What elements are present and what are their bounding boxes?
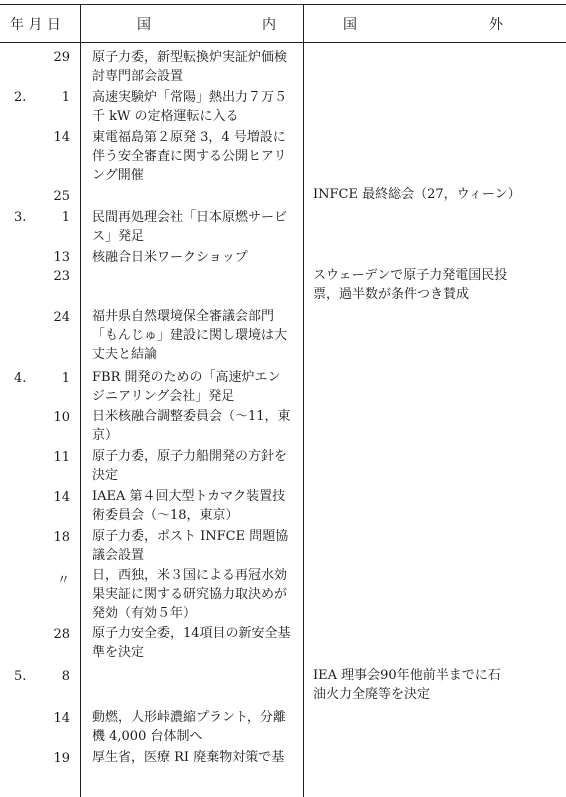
domestic-line: 福井県自然環境保全審議会部門 bbox=[92, 309, 275, 324]
header-foreign-1: 国 bbox=[343, 17, 357, 33]
row-day: 11 bbox=[53, 450, 70, 465]
domestic-line: 原子力委，原子力船開発の方針を bbox=[92, 449, 288, 464]
domestic-line: 原子力委，ポスト INFCE 問題協 bbox=[92, 529, 289, 544]
domestic-line: 準を決定 bbox=[92, 645, 145, 660]
domestic-line: 民間再処理会社「日本原燃サービ bbox=[92, 210, 288, 225]
row-day: 8 bbox=[61, 669, 70, 684]
row-day: 19 bbox=[53, 751, 70, 766]
domestic-line: 決定 bbox=[92, 468, 119, 483]
domestic-line: 千 kW の定格運転に入る bbox=[92, 109, 239, 124]
foreign-line: INFCE 最終総会（27，ウィーン） bbox=[313, 187, 521, 202]
domestic-line: IAEA 第４回大型トカマク装置技 bbox=[92, 489, 286, 504]
row-day: 29 bbox=[53, 50, 70, 65]
domestic-line: 原子力安全委，14項目の新安全基 bbox=[92, 626, 291, 641]
domestic-line: 討専門部会設置 bbox=[92, 69, 184, 84]
row-day: 18 bbox=[53, 530, 70, 545]
domestic-line: 発効（有効５年） bbox=[92, 606, 197, 621]
row-day: 14 bbox=[53, 711, 70, 726]
domestic-line: 「もんじゅ」建設に関し環境は大 bbox=[92, 328, 288, 343]
foreign-line: 油火力全廃等を決定 bbox=[313, 687, 431, 702]
row-day: 25 bbox=[53, 189, 70, 204]
row-day: 28 bbox=[53, 627, 70, 642]
domestic-line: 伴う安全審査に関する公開ヒアリ bbox=[92, 149, 287, 164]
header-domestic-1: 国 bbox=[137, 17, 151, 33]
row-day: 13 bbox=[53, 250, 70, 265]
row-month: 3. bbox=[14, 210, 27, 225]
domestic-line: ング開催 bbox=[92, 168, 144, 183]
header-foreign-2: 外 bbox=[489, 17, 503, 33]
row-day-ditto: 〃 bbox=[56, 573, 70, 588]
domestic-line: ジニアリング会社」発足 bbox=[92, 389, 235, 404]
row-day: 24 bbox=[53, 310, 70, 325]
domestic-line: 原子力委，新型転換炉実証炉価検 bbox=[92, 50, 288, 65]
row-day: 14 bbox=[53, 490, 70, 505]
domestic-line: 日，西独，米３国による再冠水効 bbox=[92, 568, 288, 583]
row-month: 2. bbox=[14, 90, 27, 105]
date-column-divider bbox=[80, 4, 81, 797]
foreign-line: 票，過半数が条件つき賛成 bbox=[313, 287, 470, 302]
domestic-line: 東電福島第２原発 3，4 号増設に bbox=[92, 130, 286, 145]
domestic-line: 日米核融合調整委員会（〜11，東 bbox=[92, 409, 291, 424]
row-day: 1 bbox=[61, 371, 70, 386]
header-date: 年 月 日 bbox=[10, 17, 61, 33]
row-day: 14 bbox=[53, 130, 70, 145]
foreign-line: IEA 理事会90年他前半までに石 bbox=[313, 668, 501, 683]
row-day: 1 bbox=[61, 210, 70, 225]
domestic-line: 核融合日米ワークショップ bbox=[92, 250, 248, 265]
domestic-column-divider bbox=[303, 4, 304, 797]
domestic-line: 丈夫と結論 bbox=[92, 347, 158, 362]
domestic-line: 術委員会（〜18，東京） bbox=[92, 508, 239, 523]
domestic-line: FBR 開発のための「高速炉エン bbox=[92, 370, 281, 385]
domestic-line: 厚生省，医療 RI 廃棄物対策で基 bbox=[92, 750, 285, 765]
domestic-line: 議会設置 bbox=[92, 548, 145, 563]
row-month: 4. bbox=[14, 371, 27, 386]
domestic-line: ス」発足 bbox=[92, 229, 145, 244]
domestic-line: 果実証に関する研究協力取決めが bbox=[92, 587, 288, 602]
row-day: 23 bbox=[53, 269, 70, 284]
domestic-line: 高速実験炉「常陽」熱出力７万５ bbox=[92, 90, 288, 105]
table-top-rule bbox=[0, 4, 566, 5]
row-day: 1 bbox=[61, 90, 70, 105]
row-day: 10 bbox=[53, 410, 70, 425]
domestic-line: 機 4,000 台体制へ bbox=[92, 729, 203, 744]
domestic-line: 動燃，人形峠濃縮プラント，分離 bbox=[92, 710, 286, 725]
domestic-line: 京） bbox=[92, 428, 119, 443]
header-bottom-rule bbox=[0, 42, 566, 43]
row-month: 5. bbox=[14, 669, 27, 684]
foreign-line: スウェーデンで原子力発電国民投 bbox=[313, 268, 508, 283]
header-domestic-2: 内 bbox=[262, 17, 276, 33]
